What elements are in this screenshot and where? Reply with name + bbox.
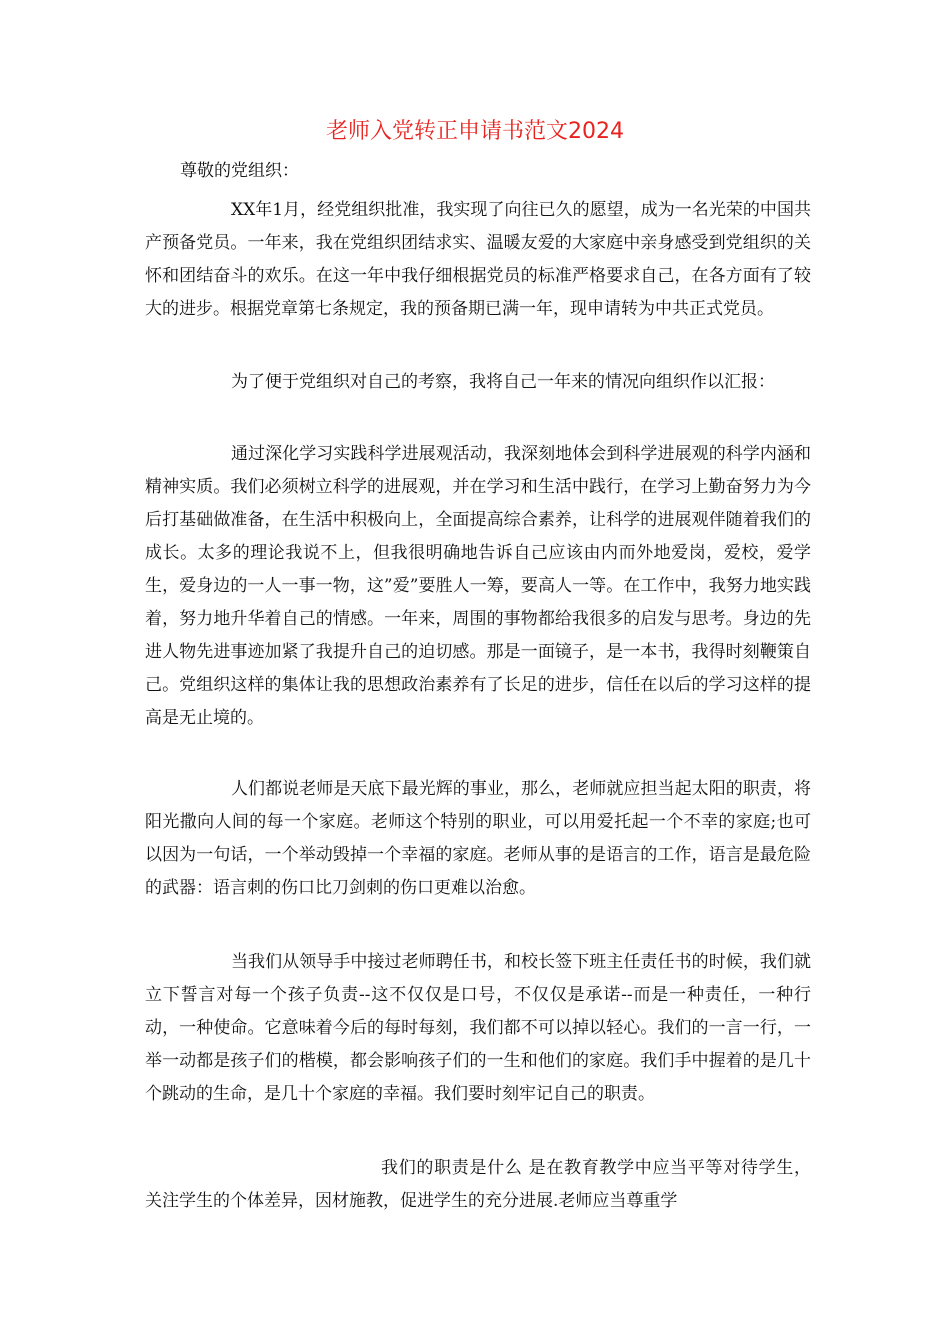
paragraph-3: 通过深化学习实践科学进展观活动，我深刻地体会到科学进展观的科学内涵和精神实质。我们必须树立科学的进展观，并在学习和生活中践行，在学习上勤奋努力为今后打基础做准备，在生活中积极向上，全面提高综合素养，让科学的进展观伴随着我们的成长。太多的理论我说不上，但我很明确地告诉自己应该由内而外地爱岗，爱校，爱学生，爱身边的一人一事一物，这”爱”要胜人一筹，要高人一等。在工作中，我努力地实践着，努力地升华着自己的情感。一年来，周围的事物都给我很多的启发与思考。身边的先进人物先进事迹加紧了我提升自己的迫切感。那是一面镜子，是一本书，我得时刻鞭策自己。党组织这样的集体让我的思想政治素养有了长足的进步，信任在以后的学习这样的提高是无止境的。 (145, 444, 811, 728)
paragraph-5: 当我们从领导手中接过老师聘任书，和校长签下班主任责任书的时候，我们就立下誓言对每一个孩子负责--这不仅仅是口号，不仅仅是承诺--而是一种责任，一种行动，一种使命。它意味着今后的每时每刻，我们都不可以掉以轻心。我们的一言一行，一举一动都是孩子们的楷模，都会影响孩子们的一生和他们的家庭。我们手中握着的是几十个跳动的生命，是几十个家庭的幸福。我们要时刻牢记自己的职责。 (145, 952, 811, 1104)
salutation: 尊敬的党组织： (180, 161, 299, 181)
paragraph-1: XX年1月，经党组织批准，我实现了向往已久的愿望，成为一名光荣的中国共产预备党员。一年来，我在党组织团结求实、温暖友爱的大家庭中亲身感受到党组织的关怀和团结奋斗的欢乐。在这一年中我仔细根据党员的标准严格要求自己，在各方面有了较大的进步。根据党章第七条规定，我的预备期已满一年，现申请转为中共正式党员。 (145, 200, 811, 319)
paragraph-2: 为了便于党组织对自己的考察，我将自己一年来的情况向组织作以汇报： (231, 372, 775, 392)
paragraph-4: 人们都说老师是天底下最光辉的事业，那么，老师就应担当起太阳的职责，将阳光撒向人间的每一个家庭。老师这个特别的职业，可以用爱托起一个不幸的家庭;也可以因为一句话，一个举动毁掉一个幸福的家庭。老师从事的是语言的工作，语言是最危险的武器：语言刺的伤口比刀剑刺的伤口更难以治愈。 (145, 779, 811, 898)
paragraph-6: 我们的职责是什么 是在教育教学中应当平等对待学生，关注学生的个体差异，因材施教，促进学生的充分进展.老师应当尊重学 (145, 1158, 811, 1211)
document-title: 老师入党转正申请书范文2024 (326, 119, 624, 144)
